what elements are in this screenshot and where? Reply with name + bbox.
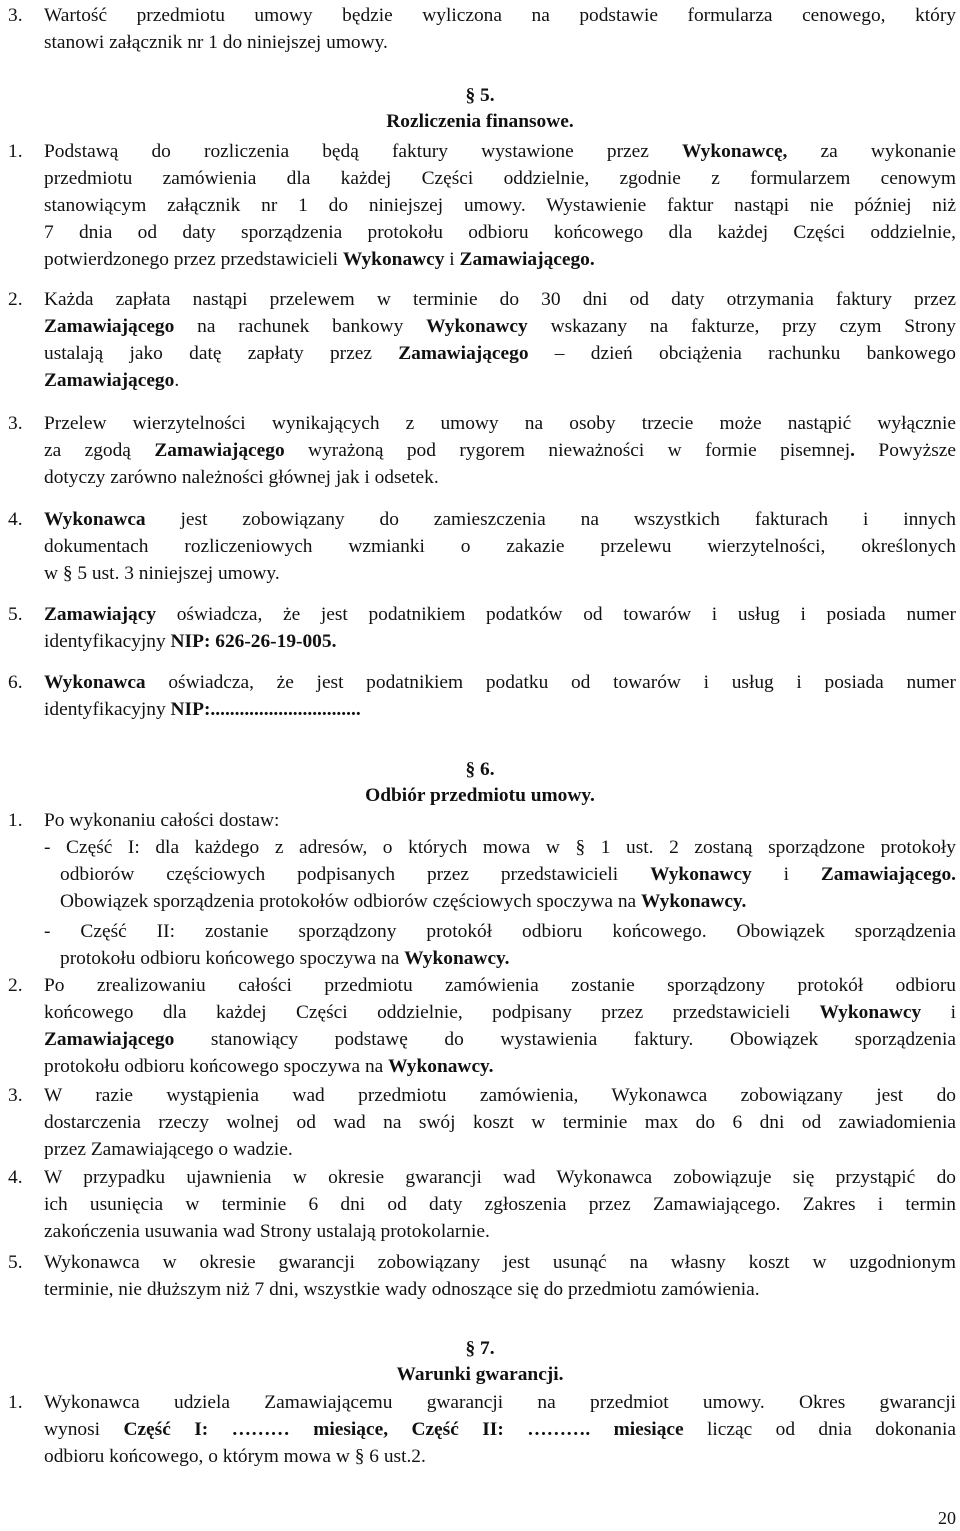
text-line: W przypadku ujawnienia w okresie gwarancji wad Wykonawca zobowiązuje się przystąpić do [44,1167,956,1188]
s5-paragraph-2 [8,286,956,394]
text-line: stanowi załącznik nr 1 do niniejszej umowy. [44,32,388,53]
text-line: stanowiącym załącznik nr 1 do niniejszej umowy. Wystawienie faktur nastąpi nie później niż [44,195,956,216]
text-line: protokołu odbioru końcowego spoczywa na Wykonawcy. [60,948,510,969]
text-line: ich usunięcia w terminie 6 dni od daty zgłoszenia przez Zamawiającego. Zakres i termin [44,1194,956,1215]
s6-paragraph-4 [8,1164,956,1245]
page-number: 20 [938,1508,956,1528]
text-line: odbioru końcowego, o którym mowa w § 6 ust.2. [44,1446,426,1467]
s6-subitem-part-2 [44,918,956,945]
text-line: Wartość przedmiotu umowy będzie wyliczona na podstawie formularza cenowego, który [44,5,956,26]
text-line: Zamawiającego na rachunek bankowy Wykonawcy wskazany na fakturze, przy czym Strony [44,316,956,337]
s5-paragraph-3 [8,410,956,491]
text-line: Zamawiający oświadcza, że jest podatnikiem podatków od towarów i usług i posiada numer [44,604,956,625]
s6-subitem-part-1 [44,834,956,861]
text-line: Przelew wierzytelności wynikających z umowy na osoby trzecie może nastąpić wyłącznie [44,413,956,434]
intro-paragraph [8,2,956,56]
text-line: Podstawą do rozliczenia będą faktury wystawione przez Wykonawcę, za wykonanie [44,141,956,162]
text-line: wynosi Część I: ……… miesiące, Część II: ………. miesiące licząc od dnia dokonania [44,1419,956,1440]
s6-paragraph-2 [8,972,956,1080]
s6-paragraph-1 [8,807,956,834]
text-line: Wykonawca jest zobowiązany do zamieszczenia na wszystkich fakturach i innych [44,509,956,530]
text-line: odbiorów częściowych podpisanych przez przedstawicieli Wykonawcy i Zamawiającego. [60,864,956,885]
text-line: protokołu odbioru końcowego spoczywa na Wykonawcy. [44,1056,494,1077]
s6-subitem-part-2-cont [60,945,956,972]
text-line: zakończenia usuwania wad Strony ustalają protokolarnie. [44,1221,490,1242]
text-line: W razie wystąpienia wad przedmiotu zamówienia, Wykonawca zobowiązany jest do [44,1085,956,1106]
paragraph-number: 3. [8,413,23,434]
section-title: Rozliczenia finansowe. [386,111,574,132]
text-line: za zgodą Zamawiającego wyrażoną pod rygorem nieważności w formie pisemnej. Powyższe [44,440,956,461]
text-line: - Część I: dla każdego z adresów, o których mowa w § 1 ust. 2 zostaną sporządzone protokoły [44,837,956,858]
text-line: terminie, nie dłuższym niż 7 dni, wszystkie wady odnoszące się do przedmiotu zamówienia. [44,1279,760,1300]
text-line: przedmiotu zamówienia dla każdej Części oddzielnie, zgodnie z formularzem cenowym [44,168,956,189]
text-line: Zamawiającego stanowiący podstawę do wystawienia faktury. Obowiązek sporządzenia [44,1029,956,1050]
s5-paragraph-1 [8,138,956,273]
s6-subitem-part-1-cont [60,861,956,915]
s5-paragraph-5 [8,601,956,655]
s6-paragraph-3 [8,1082,956,1163]
text-line: Wykonawca oświadcza, że jest podatnikiem podatku od towarów i usług i posiada numer [44,672,956,693]
paragraph-number: 1. [8,141,23,162]
text-line: Po wykonaniu całości dostaw: [44,810,280,831]
text-line: - Część II: zostanie sporządzony protokół odbioru końcowego. Obowiązek sporządzenia [44,921,956,942]
text-line: dostarczenia rzeczy wolnej od wad na swój koszt w terminie max do 6 dni od zawiadomienia [44,1112,956,1133]
text-line: identyfikacyjny NIP: 626-26-19-005. [44,631,337,652]
section-title: Warunki gwarancji. [396,1364,564,1385]
s5-paragraph-6 [8,669,956,723]
paragraph-number: 5. [8,1252,23,1273]
section-number: § 5. [465,85,495,106]
paragraph-number: 3. [8,1085,23,1106]
text-line: identyfikacyjny NIP:............................... [44,699,361,720]
text-line: Każda zapłata nastąpi przelewem w terminie do 30 dni od daty otrzymania faktury przez [44,289,956,310]
section-number: § 7. [465,1338,495,1359]
paragraph-number: 2. [8,975,23,996]
text-line: 7 dnia od daty sporządzenia protokołu odbioru końcowego dla każdej Części oddzielnie, [44,222,956,243]
paragraph-number: 6. [8,672,23,693]
s7-paragraph-1 [8,1389,956,1470]
text-line: Po zrealizowaniu całości przedmiotu zamówienia zostanie sporządzony protokół odbioru [44,975,956,996]
paragraph-number: 4. [8,509,23,530]
text-line: Wykonawca w okresie gwarancji zobowiązany jest usunąć na własny koszt w uzgodnionym [44,1252,956,1273]
text-line: Obowiązek sporządzenia protokołów odbiorów częściowych spoczywa na Wykonawcy. [60,891,747,912]
text-line: ustalają jako datę zapłaty przez Zamawiającego – dzień obciążenia rachunku bankowego [44,343,956,364]
text-line: w § 5 ust. 3 niniejszej umowy. [44,563,280,584]
s5-paragraph-4 [8,506,956,587]
paragraph-number: 5. [8,604,23,625]
section-number: § 6. [465,759,495,780]
section-title: Odbiór przedmiotu umowy. [365,785,595,806]
paragraph-number: 2. [8,289,23,310]
paragraph-number: 4. [8,1167,23,1188]
text-line: potwierdzonego przez przedstawicieli Wykonawcy i Zamawiającego. [44,249,595,270]
text-line: przez Zamawiającego o wadzie. [44,1139,293,1160]
paragraph-number: 1. [8,810,23,831]
text-line: dotyczy zarówno należności głównej jak i odsetek. [44,467,439,488]
text-line: dokumentach rozliczeniowych wzmianki o zakazie przelewu wierzytelności, określonych [44,536,956,557]
text-line: Wykonawca udziela Zamawiającemu gwarancji na przedmiot umowy. Okres gwarancji [44,1392,956,1413]
text-line: końcowego dla każdej Części oddzielnie, podpisany przez przedstawicieli Wykonawcy i [44,1002,956,1023]
paragraph-number: 1. [8,1392,23,1413]
s6-paragraph-5 [8,1249,956,1303]
text-line: Zamawiającego. [44,370,180,391]
paragraph-number: 3. [8,5,23,26]
